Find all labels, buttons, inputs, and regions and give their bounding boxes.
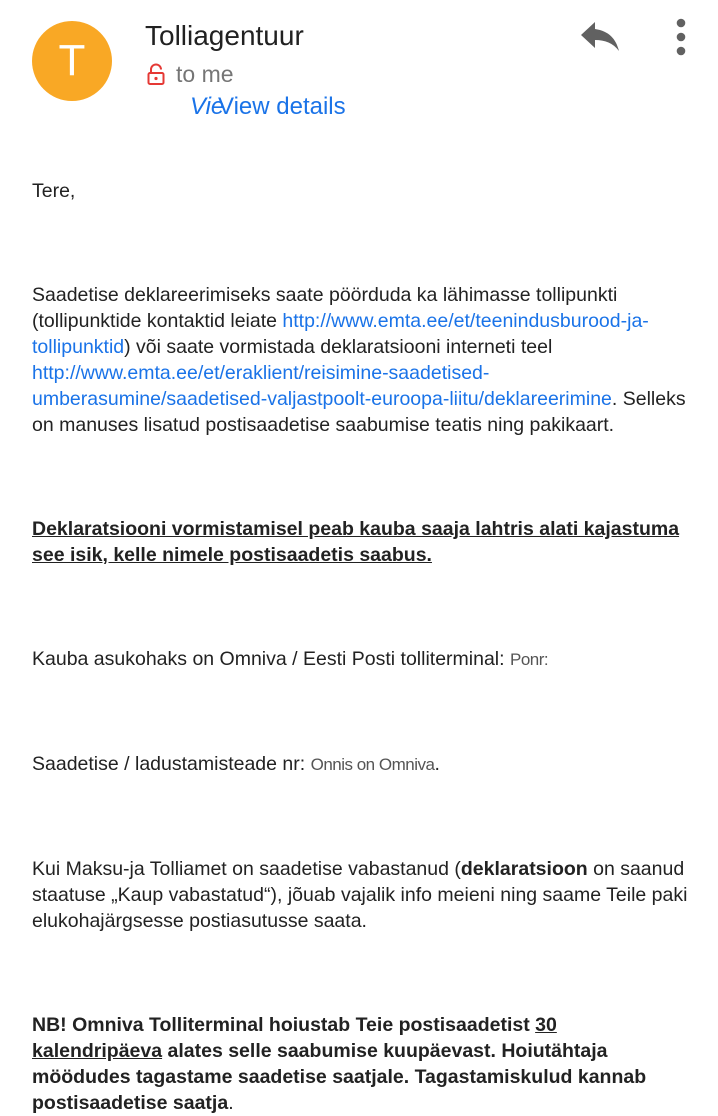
- view-details-label: View details: [218, 93, 346, 120]
- message-body: [32, 178, 692, 1116]
- paragraph-release-info: [32, 856, 692, 934]
- view-details-link[interactable]: [190, 93, 346, 121]
- greeting: Tere,: [32, 180, 76, 202]
- recipient-rule-text: Deklaratsiooni vormistamisel peab kauba saaja lahtris alati kajastuma see isik, kelle nimele postisaadetis saabus.: [32, 518, 680, 566]
- paragraph-storage-deadline: [32, 1012, 692, 1116]
- sender-avatar[interactable]: T: [32, 21, 112, 101]
- p3-faint-text: Ponr:: [509, 650, 549, 669]
- lock-icon: [147, 63, 165, 85]
- p6-bold-text-b: alates selle saabumise kuupäevast. Hoiutähtaja möödudes tagastame saadetise saatjale. Tagastamiskulud kannab postisaadetise saatja: [32, 1040, 647, 1114]
- p5-bold-text: deklaratsioon: [460, 858, 588, 880]
- p1-text-b: ) või saate vormistada deklaratsiooni interneti teel: [124, 336, 553, 358]
- p3-text: Kauba asukohaks on Omniva / Eesti Posti tolliterminal:: [32, 648, 510, 670]
- reply-icon[interactable]: [578, 18, 622, 58]
- p6-end: .: [228, 1092, 234, 1114]
- p6-underlined-days: 30 kalendripäeva: [32, 1014, 557, 1062]
- online-declaration-link[interactable]: http://www.emta.ee/et/eraklient/reisimine-saadetised-umberasumine/saadetised-valjastpoolt-euroopa-liitu/deklareerimine: [32, 362, 612, 410]
- recipient-text: to me: [176, 60, 234, 87]
- paragraph-declaration-options: [32, 282, 692, 438]
- view-details-ghost-text: Vie: [190, 93, 225, 120]
- paragraph-storage-notice: [32, 751, 692, 778]
- p1-text-c: . Selleks on manuses lisatud postisaadetise saabumise teatis ning pakikaart.: [32, 388, 686, 436]
- p5-text-b: on saanud staatuse „Kaup vabastatud“), jõuab vajalik info meieni ning saame Teile paki elukohajärgsesse postiasutusse saata.: [32, 858, 688, 932]
- customs-offices-link[interactable]: http://www.emta.ee/et/teenindusburood-ja-tollipunktid: [32, 310, 649, 358]
- p6-bold-text-a: NB! Omniva Tolliterminal hoiustab Teie postisaadetist: [32, 1014, 536, 1036]
- p1-text-a: Saadetise deklareerimiseks saate pöörduda ka lähimasse tollipunkti (tollipunktide kontaktid leiate: [32, 284, 618, 332]
- recipient-row[interactable]: [147, 59, 234, 89]
- message-header: [0, 0, 718, 140]
- more-vert-icon[interactable]: [666, 16, 696, 60]
- p5-text-a: Kui Maksu-ja Tolliamet on saadetise vabastanud (: [32, 858, 461, 880]
- paragraph-goods-location: [32, 646, 692, 673]
- p4-text-end: .: [434, 753, 440, 775]
- p4-text: Saadetise / ladustamisteade nr:: [32, 753, 311, 775]
- paragraph-recipient-rule: [32, 516, 692, 568]
- p4-faint-text: Onnis on Omniva: [310, 755, 435, 774]
- sender-name[interactable]: Tolliagentuur: [145, 20, 304, 51]
